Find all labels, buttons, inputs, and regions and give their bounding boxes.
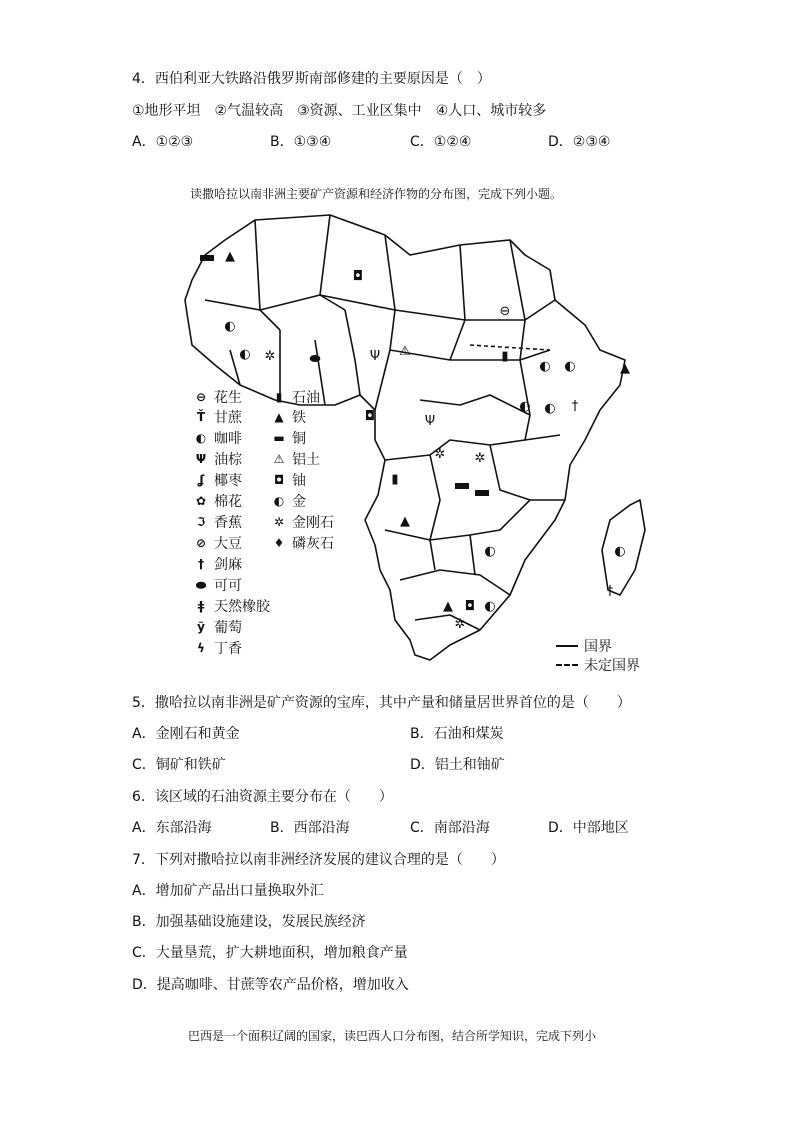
coffee-symbol-2: ◐ (539, 359, 551, 374)
copper-icon: ▬ (273, 431, 285, 445)
diamond-symbol-4: ✲ (454, 617, 466, 632)
legend-banana: ℑ 香蕉 (194, 512, 242, 532)
legend-soybean: ⊘ 大豆 (195, 536, 242, 552)
grape-icon: ỹ (197, 620, 205, 634)
q7-stem: 7．下列对撒哈拉以南非洲经济发展的建议合理的是（ ） (132, 852, 505, 868)
footer-caption: 巴西是一个面积辽阔的国家，读巴西人口分布图，结合所学知识，完成下列小 (188, 1029, 597, 1043)
cocoa-symbol: ⬬ (309, 352, 321, 367)
legend-coffee: ◐ 咖啡 (195, 431, 242, 447)
copper-symbol-2 (455, 483, 469, 489)
gold-symbol-2: ◐ (564, 359, 576, 374)
oil-icon: ▮ (275, 390, 283, 404)
diamond-symbol: ✲ (264, 349, 276, 364)
legend-oil-palm: Ψ 油棕 (195, 452, 242, 468)
gold-symbol-5: ◐ (484, 599, 496, 614)
oil-symbol: ▮ (501, 349, 509, 364)
legend-diamond: ✲ 金刚石 (273, 515, 334, 531)
diamond-symbol-2: ✲ (434, 447, 446, 462)
q5-option-b: B．石油和煤炭 (410, 726, 504, 742)
legend-sisal: † 剑麻 (194, 554, 242, 574)
q6-stem: 6．该区域的石油资源主要分布在（ ） (132, 789, 393, 805)
q6-option-a: A．东部沿海 (132, 820, 212, 836)
palm-symbol: Ψ (369, 349, 381, 364)
gold-symbol-4: ◐ (484, 544, 496, 559)
q5-option-a: A．金刚石和黄金 (132, 726, 240, 742)
bauxite-icon: ⚠ (273, 452, 285, 466)
banana-icon: ℑ (196, 515, 206, 529)
sisal-symbol-2: † (606, 584, 614, 599)
legend-clove: ϟ 丁香 (194, 638, 242, 658)
legend-bauxite: ⚠ 铝土 (273, 452, 320, 468)
copper-symbol (200, 255, 214, 261)
clove-icon: ϟ (197, 641, 205, 655)
sisal-symbol: † (571, 399, 579, 414)
iron-icon: ▲ (274, 410, 284, 424)
uranium-icon: ◘ (273, 473, 285, 487)
legend-date-palm: ʆ 椰枣 (194, 470, 242, 490)
sisal-icon: † (198, 557, 204, 571)
q4-option-b: B．①③④ (270, 134, 332, 150)
uranium-symbol: ◘ (352, 269, 364, 284)
legend-grape: ỹ 葡萄 (194, 617, 242, 637)
iron-symbol-2: ▲ (620, 361, 630, 376)
oil-symbol-2: ▮ (391, 472, 399, 487)
peanut-symbol: ⊖ (499, 304, 511, 319)
legend-rubber: ǂ 天然橡胶 (194, 596, 270, 616)
legend-boundary: 国界 (556, 636, 612, 656)
coffee-icon: ◐ (195, 431, 207, 445)
q4-items: ①地形平坦 ②气温较高 ③资源、工业区集中 ④人口、城市较多 (132, 103, 547, 119)
q7-option-a: A．增加矿产品出口量换取外汇 (132, 883, 324, 899)
q5-option-c: C．铜矿和铁矿 (132, 757, 226, 773)
diamond-icon: ✲ (273, 515, 285, 529)
legend-iron: ▲ 铁 (272, 407, 306, 427)
dashed-line-icon (556, 664, 578, 666)
legend-gold: ◐ 金 (273, 494, 306, 510)
uranium-symbol-3: ◘ (464, 599, 476, 614)
gold-icon: ◐ (273, 494, 285, 508)
q4-option-d: D．②③④ (548, 134, 611, 150)
q4-option-c: C．①②④ (410, 134, 472, 150)
iron-symbol: ▲ (225, 249, 235, 264)
boundary-line-icon (556, 645, 578, 647)
apatite-icon: ♦ (273, 536, 285, 550)
rubber-icon: ǂ (197, 599, 205, 613)
iron-symbol-4: ▲ (443, 599, 453, 614)
date-palm-icon: ʆ (197, 473, 205, 487)
oil-palm-icon: Ψ (195, 452, 207, 466)
sugarcane-icon: Ť (196, 410, 206, 424)
iron-symbol-3: ▲ (400, 514, 410, 529)
q7-option-c: C．大量垦荒，扩大耕地面积，增加粮食产量 (132, 945, 408, 961)
legend-sugarcane: Ť 甘蔗 (194, 407, 242, 427)
legend-undetermined-boundary: 未定国界 (556, 655, 640, 675)
legend-oil: ▮ 石油 (272, 387, 320, 407)
coffee-symbol-4: ◐ (614, 544, 626, 559)
coffee-symbol: ◐ (224, 319, 236, 334)
gold-symbol-3: ◐ (544, 401, 556, 416)
coffee-symbol-3: ◐ (519, 399, 531, 414)
uranium-symbol-2: ◘ (364, 409, 376, 424)
cocoa-icon: ⬬ (195, 577, 207, 592)
q6-option-c: C．南部沿海 (410, 820, 490, 836)
gold-symbol: ◐ (239, 347, 251, 362)
q7-option-d: D．提高咖啡、甘蔗等农产品价格，增加收入 (132, 977, 409, 993)
bauxite-symbol: ⚠ (399, 344, 411, 359)
q4-option-a: A．①②③ (132, 134, 194, 150)
legend-cotton: ✿ 棉花 (195, 494, 242, 510)
legend-apatite: ♦ 磷灰石 (273, 536, 334, 552)
continent-outline (185, 215, 625, 660)
legend-peanut: ⊖ 花生 (195, 390, 242, 406)
cotton-icon: ✿ (195, 494, 207, 508)
legend-copper: ▬ 铜 (273, 431, 306, 447)
q6-option-d: D．中部地区 (548, 820, 629, 836)
diamond-symbol-3: ✲ (474, 451, 486, 466)
legend-uranium: ◘ 铀 (273, 473, 306, 489)
q7-option-b: B．加强基础设施建设，发展民族经济 (132, 914, 366, 930)
q5-option-d: D．铝土和铀矿 (410, 757, 505, 773)
q6-option-b: B．西部沿海 (270, 820, 350, 836)
palm-symbol-2: Ψ (424, 414, 436, 429)
legend-cocoa: ⬬ 可可 (195, 577, 242, 594)
peanut-icon: ⊖ (195, 390, 207, 404)
q5-stem: 5．撒哈拉以南非洲是矿产资源的宝库，其中产量和储量居世界首位的是（ ） (132, 695, 631, 711)
map-caption: 读撒哈拉以南非洲主要矿产资源和经济作物的分布图，完成下列小题。 (190, 187, 563, 201)
soybean-icon: ⊘ (195, 536, 207, 550)
copper-symbol-3 (475, 490, 489, 496)
q4-stem: 4．西伯利亚大铁路沿俄罗斯南部修建的主要原因是（ ） (132, 71, 491, 87)
